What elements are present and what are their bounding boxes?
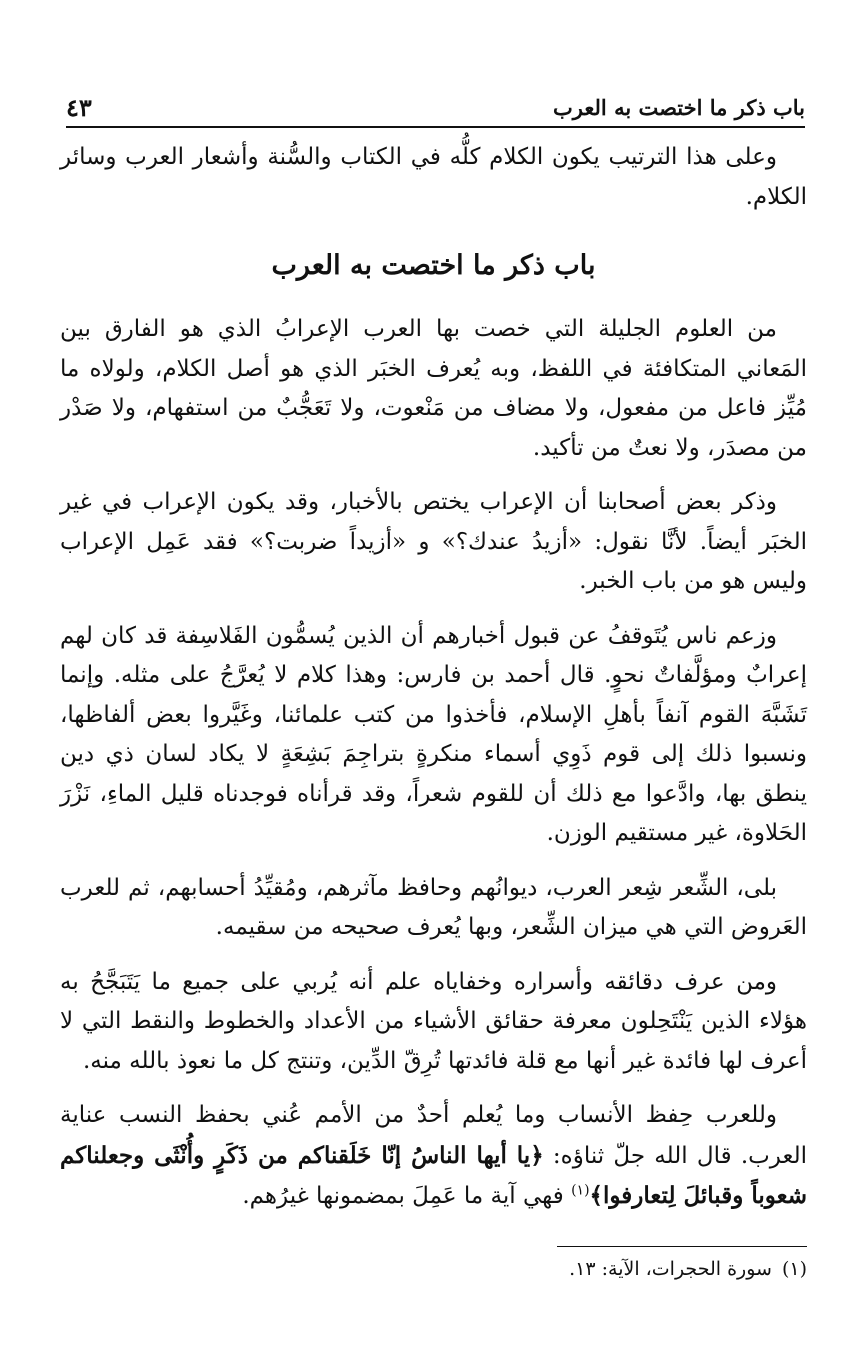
paragraph: من العلوم الجليلة التي خصت بها العرب الإعرابُ الذي هو الفارق بين المَعاني المتكافئة في اللفظ، وبه يُعرف الخبَر الذي هو أصل الكلام، ولولاه ما مُيِّز فاعل من مفعول، ولا مضاف من مَنْعوت، ولا تَعَجُّبٌ من استفهام، ولا صَدْر من مصدَر، ولا نعتٌ من تأكيد. — [60, 316, 807, 461]
footnote — [60, 1254, 807, 1284]
running-title: باب ذكر ما اختصت به العرب — [553, 95, 805, 120]
page-number: ٤٣ — [66, 93, 92, 122]
footnote-text: سورة الحجرات، الآية: ١٣. — [569, 1258, 772, 1280]
paragraph: وعلى هذا الترتيب يكون الكلام كلُّه في الكتاب والسُّنة وأشعار العرب وسائر الكلام. — [60, 144, 807, 210]
paragraph: وزعم ناس يُتَوقفُ عن قبول أخبارهم أن الذين يُسمُّون الفَلاسِفة قد كان لهم إعرابٌ ومؤلَّفاتٌ نحوٍ. قال أحمد بن فارس: وهذا كلام لا يُعرَّجُ على مثله. وإنما تَشَبَّهَ القوم آنفاً بأهلِ الإسلام، فأخذوا من كتب علمائنا، وغَيَّروا بعض ألفاظها، ونسبوا ذلك إلى قوم ذَوِي أسماء منكرةٍ بتراجِمَ بَشِعَةٍ لا يكاد لسان ذي دين ينطق بها، وادَّعوا مع ذلك أن للقوم شعراً، وقد قرأناه فوجدناه قليل الماءِ، نَزْرَ الحَلاوة، غير مستقيم الوزن. — [60, 622, 807, 846]
paragraph — [60, 1096, 807, 1217]
footnote-marker: (١) — [571, 1182, 590, 1199]
paragraph-text: فهي آية ما عَمِلَ بمضمونها غيرُهم. — [242, 1183, 572, 1209]
main-text — [60, 138, 807, 1232]
paragraph: بلى، الشِّعر شِعر العرب، ديوانُهم وحافظ مآثرهم، ومُقيِّدُ أحسابهم، ثم للعرب العَروض التي هي ميزان الشِّعر، وبها يُعرف صحيحه من سقيمه. — [60, 874, 807, 940]
footnote-number: (١) — [781, 1258, 807, 1280]
paragraph-text: وللعرب حِفظ الأنساب وما يُعلم أحدٌ من الأمم عُني بحفظ النسب عناية العرب. قال الله جلّ ثناؤه: — [60, 1102, 807, 1169]
page-header — [66, 86, 805, 128]
quran-verse: ﴿يا أيها الناسُ إنّا خَلَقناكم من ذَكَرٍ وأُنْثَى وجعلناكم شعوباً وقبائلَ لِتعارفوا﴾ — [60, 1141, 807, 1209]
paragraph: ومن عرف دقائقه وأسراره وخفاياه علم أنه يُربي على جميع ما يَتَبَجَّحُ به هؤلاء الذين يَنْتَحِلون معرفة حقائق الأشياء من الأعداد والخطوط والنقط التي لا أعرف لها فائدة غير أنها مع قلة فائدتها تُرِقّ الدِّين، وتنتج كل ما نعوذ بالله منه. — [60, 968, 807, 1074]
paragraph: وذكر بعض أصحابنا أن الإعراب يختص بالأخبار، وقد يكون الإعراب في غير الخبَر أيضاً. لأنَّا نقول: «أزيدُ عندك؟» و «أزيداً ضربت؟» فقد عَمِل الإعراب وليس هو من باب الخبر. — [60, 489, 807, 594]
footnote-divider — [557, 1246, 807, 1247]
chapter-title: باب ذكر ما اختصت به العرب — [271, 250, 596, 281]
